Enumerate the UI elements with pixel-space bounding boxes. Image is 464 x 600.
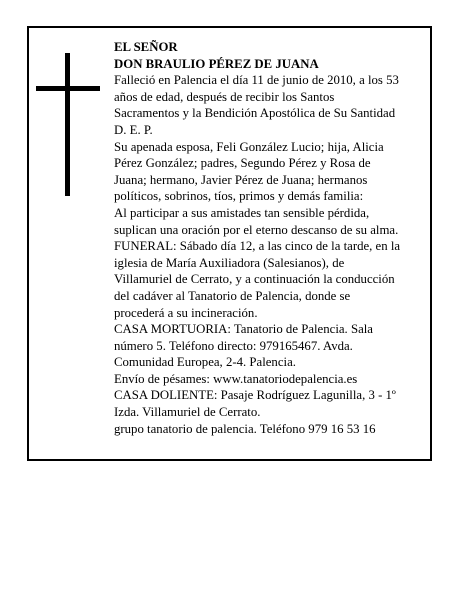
obituary-line: políticos, sobrinos, tíos, primos y demás familia: [114, 189, 364, 204]
obituary-line: FUNERAL: Sábado día 12, a las cinco de la tarde, en la [114, 239, 401, 254]
obituary-line: grupo tanatorio de palencia. Teléfono 979 16 53 16 [114, 421, 376, 436]
obituary-line: del cadáver al Tanatorio de Palencia, donde se [114, 288, 351, 303]
obituary-line: Sacramentos y la Bendición Apostólica de Su Santidad [114, 106, 396, 121]
obituary-line: procederá a su incineración. [114, 305, 258, 320]
obituary-line: Falleció en Palencia el día 11 de junio de 2010, a los 53 [114, 73, 399, 88]
obituary-line: Su apenada esposa, Feli González Lucio; hija, Alicia [114, 139, 384, 154]
obituary-line: CASA MORTUORIA: Tanatorio de Palencia. Sala [114, 322, 373, 337]
obituary-line: número 5. Teléfono directo: 979165467. Avda. [114, 338, 353, 353]
obituary-line: Villamuriel de Cerrato, y a continuación la conducción [114, 272, 395, 287]
deceased-name: DON BRAULIO PÉREZ DE JUANA [114, 56, 319, 71]
obituary-line: Juana; hermano, Javier Pérez de Juana; hermanos [114, 172, 368, 187]
latin-cross-icon [36, 53, 100, 196]
obituary-line: Al participar a sus amistades tan sensible pérdida, [114, 205, 370, 220]
deceased-title: EL SEÑOR [114, 40, 178, 54]
obituary-line: D. E. P. [114, 122, 153, 137]
obituary-line: Comunidad Europea, 2-4. Palencia. [114, 355, 296, 370]
obituary-text [114, 39, 426, 437]
obituary-line: suplican una oración por el eterno descanso de su alma. [114, 222, 399, 237]
obituary-line: CASA DOLIENTE: Pasaje Rodríguez Lagunilla, 3 - 1º [114, 388, 396, 403]
cross-vertical-bar [65, 53, 70, 196]
obituary-line: Envío de pésames: www.tanatoriodepalencia.es [114, 371, 358, 386]
obituary-line: Izda. Villamuriel de Cerrato. [114, 405, 261, 420]
obituary-line: Pérez González; padres, Segundo Pérez y Rosa de [114, 156, 371, 171]
obituary-line: iglesia de María Auxiliadora (Salesianos), de [114, 255, 345, 270]
obituary-line: años de edad, después de recibir los Santos [114, 89, 335, 104]
cross-horizontal-bar [36, 86, 100, 91]
